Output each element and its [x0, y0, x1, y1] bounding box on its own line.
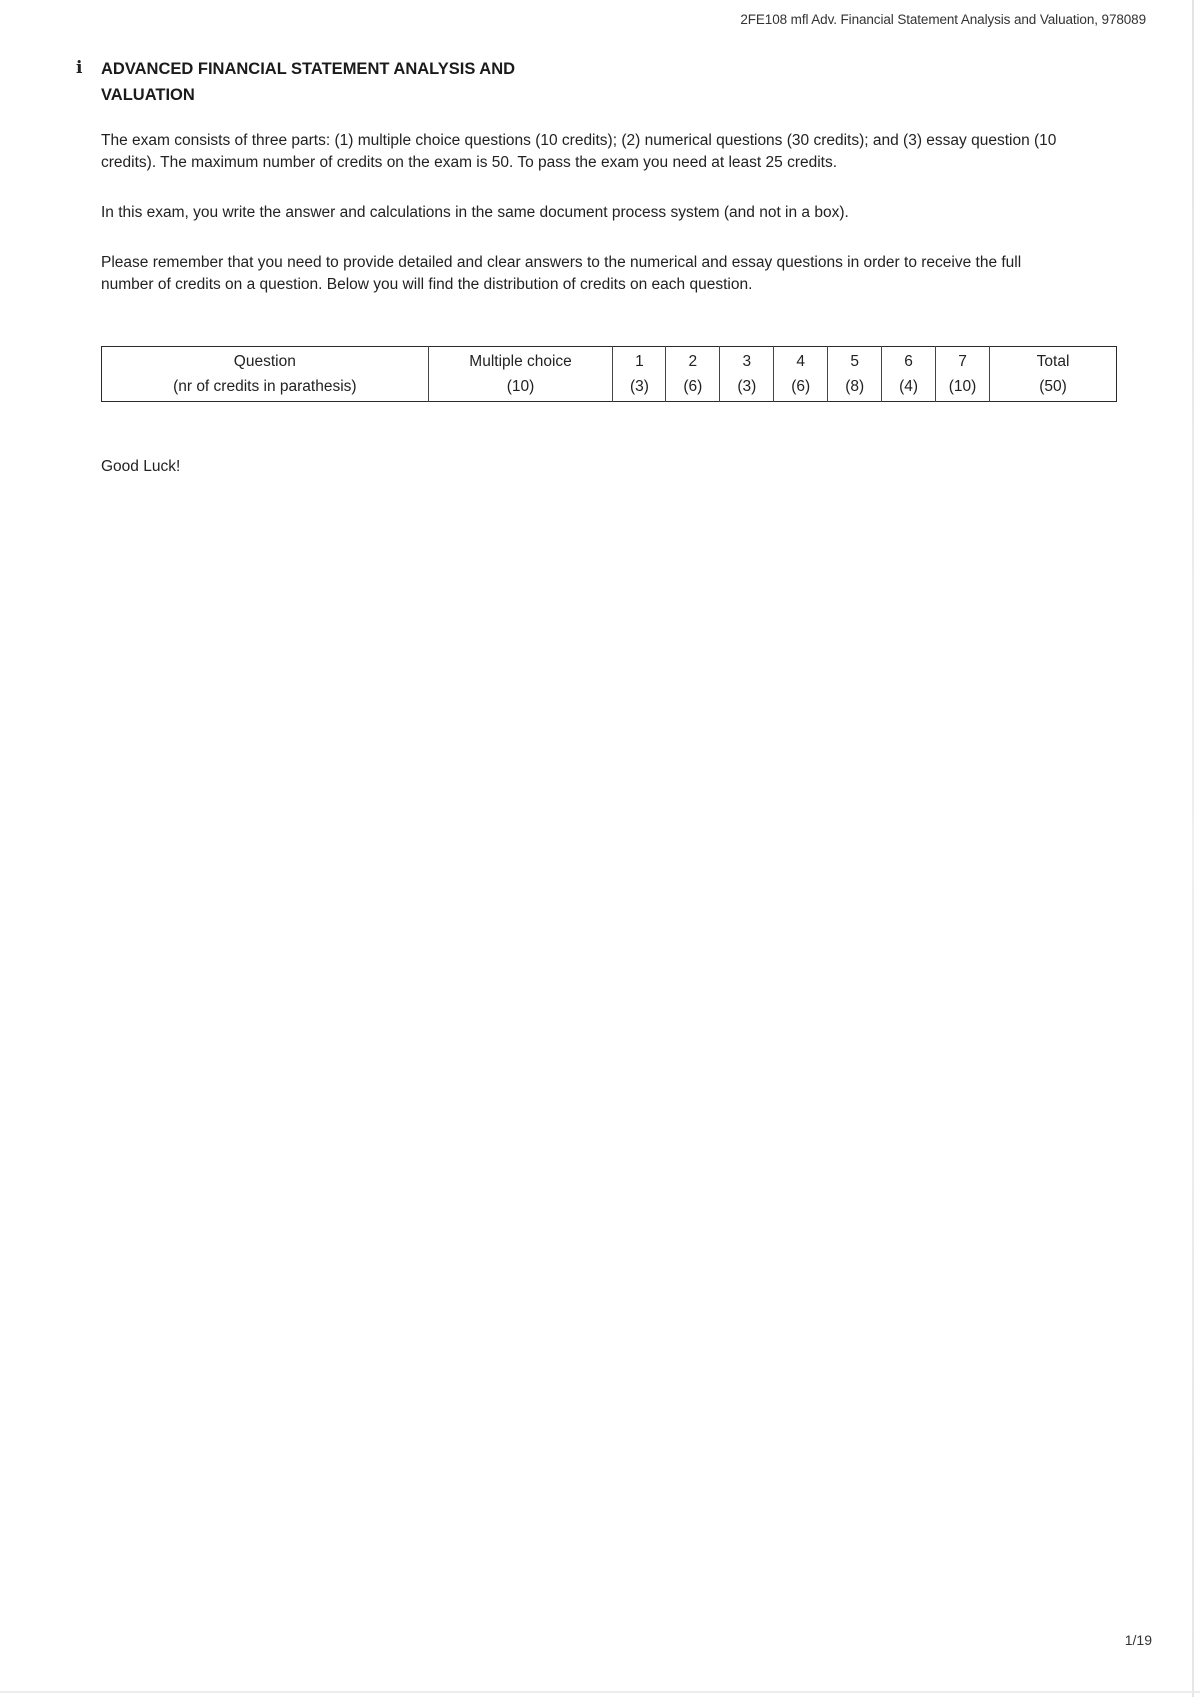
credits-total: (50) [990, 374, 1117, 402]
page-edge-bottom [0, 1691, 1200, 1693]
page-edge-right [1192, 0, 1194, 1697]
column-label-multiple-choice: Multiple choice [428, 347, 613, 375]
credits-q2: (6) [666, 374, 720, 402]
credits-subheader-cell: (nr of credits in parathesis) [173, 377, 357, 395]
column-label-q7: 7 [936, 347, 990, 375]
intro-paragraph: The exam consists of three parts: (1) multiple choice questions (10 credits); (2) numerical questions (30 credits); and (3) essay question (10 credits). The maximum number of credits on the exam is 50. To pass the exam you need at least 25 credits. [101, 132, 1057, 171]
course-header: 2FE108 mfl Adv. Financial Statement Analysis and Valuation, 978089 [740, 12, 1146, 27]
system-paragraph: In this exam, you write the answer and calculations in the same document process system (and not in a box). [101, 204, 849, 221]
column-label-q5: 5 [828, 347, 882, 375]
credits-q6: (4) [882, 374, 936, 402]
column-label-q6: 6 [882, 347, 936, 375]
credits-q4: (6) [774, 374, 828, 402]
good-luck-text: Good Luck! [101, 458, 181, 475]
credits-q3: (3) [720, 374, 774, 402]
column-label-q4: 4 [774, 347, 828, 375]
credits-table [101, 346, 1117, 402]
section-title-line1: ADVANCED FINANCIAL STATEMENT ANALYSIS AND [101, 60, 516, 78]
table-row-questions [102, 347, 1117, 375]
info-icon: i [76, 58, 83, 78]
credits-multiple-choice: (10) [428, 374, 613, 402]
table-row-credits [102, 374, 1117, 402]
question-header-cell: Question [233, 352, 296, 370]
credits-q5: (8) [828, 374, 882, 402]
column-label-q1: 1 [613, 347, 666, 375]
page-number: 1/19 [1124, 1632, 1152, 1648]
column-label-total: Total [990, 347, 1117, 375]
credits-q7: (10) [936, 374, 990, 402]
remember-paragraph: Please remember that you need to provide detailed and clear answers to the numerical and essay questions in order to receive the full number of credits on a question. Below you will find the distribution of credits on each question. [101, 254, 1022, 293]
section-title [101, 56, 561, 108]
credits-q1: (3) [613, 374, 666, 402]
section-title-line2: VALUATION [101, 86, 195, 104]
column-label-q3: 3 [720, 347, 774, 375]
column-label-q2: 2 [666, 347, 720, 375]
